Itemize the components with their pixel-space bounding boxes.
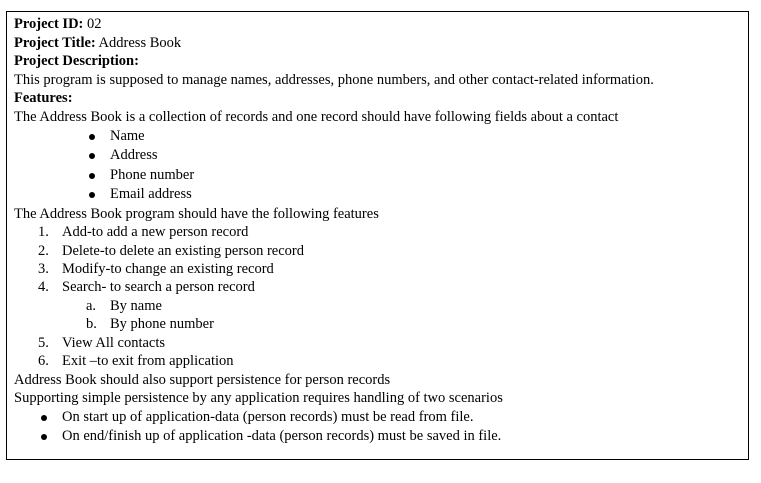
project-id-line bbox=[14, 15, 748, 34]
persistence-line-2: Supporting simple persistence by any application requires handling of two scenarios bbox=[14, 390, 503, 407]
project-title-line bbox=[14, 34, 748, 53]
project-title-value: Address Book bbox=[95, 34, 182, 51]
record-intro: The Address Book is a collection of records and one record should have following fields about a contact bbox=[14, 108, 619, 125]
list-item bbox=[14, 278, 748, 296]
project-title-label: Project Title: bbox=[14, 34, 96, 51]
item-number: 5. bbox=[38, 334, 49, 351]
list-item bbox=[14, 315, 748, 334]
bullet-icon bbox=[41, 434, 47, 440]
field-address: Address bbox=[110, 147, 158, 164]
feature-exit: Exit –to exit from application bbox=[62, 353, 234, 370]
list-item bbox=[14, 146, 748, 166]
project-description-text: This program is supposed to manage names, addresses, phone numbers, and other contact-related information. bbox=[14, 71, 654, 88]
project-document bbox=[6, 11, 749, 460]
feature-add: Add-to add a new person record bbox=[62, 224, 249, 241]
item-number: 6. bbox=[38, 353, 49, 370]
item-letter: b. bbox=[86, 316, 97, 333]
bullet-icon bbox=[89, 173, 95, 179]
persistence-line-1: Address Book should also support persistence for person records bbox=[14, 371, 391, 388]
item-number: 1. bbox=[38, 224, 49, 241]
features-list bbox=[14, 223, 748, 371]
item-number: 3. bbox=[38, 260, 49, 277]
item-letter: a. bbox=[86, 297, 97, 314]
bullet-icon bbox=[89, 192, 95, 198]
list-item bbox=[14, 408, 748, 428]
bullet-icon bbox=[89, 134, 95, 140]
project-id-value: 02 bbox=[83, 16, 102, 32]
bullet-icon bbox=[41, 415, 47, 421]
item-number: 4. bbox=[38, 279, 49, 296]
list-item bbox=[14, 242, 748, 260]
search-by-phone: By phone number bbox=[110, 316, 214, 333]
field-email: Email address bbox=[110, 186, 192, 203]
list-item bbox=[14, 223, 748, 241]
feature-view-all: View All contacts bbox=[62, 334, 166, 351]
field-phone: Phone number bbox=[110, 166, 195, 183]
field-name: Name bbox=[110, 127, 145, 144]
features-intro: The Address Book program should have the following features bbox=[14, 205, 379, 222]
list-item bbox=[14, 334, 748, 352]
record-fields-list bbox=[14, 127, 748, 205]
scenario-finish: On end/finish up of application -data (person records) must be saved in file. bbox=[62, 428, 502, 445]
search-by-name: By name bbox=[110, 297, 162, 314]
list-item bbox=[14, 297, 748, 316]
feature-search: Search- to search a person record bbox=[62, 279, 255, 296]
list-item bbox=[14, 166, 748, 186]
list-item bbox=[14, 260, 748, 278]
project-description-label: Project Description: bbox=[14, 53, 139, 70]
feature-modify: Modify-to change an existing record bbox=[62, 260, 274, 277]
scenario-startup: On start up of application-data (person records) must be read from file. bbox=[62, 408, 474, 425]
features-label: Features: bbox=[14, 90, 73, 107]
item-number: 2. bbox=[38, 242, 49, 259]
list-item bbox=[14, 127, 748, 147]
project-id-label: Project ID: bbox=[14, 16, 84, 32]
bullet-icon bbox=[89, 153, 95, 159]
list-item bbox=[14, 352, 748, 370]
feature-delete: Delete-to delete an existing person record bbox=[62, 242, 304, 259]
scenarios-list bbox=[14, 408, 748, 447]
list-item bbox=[14, 427, 748, 447]
list-item bbox=[14, 185, 748, 205]
